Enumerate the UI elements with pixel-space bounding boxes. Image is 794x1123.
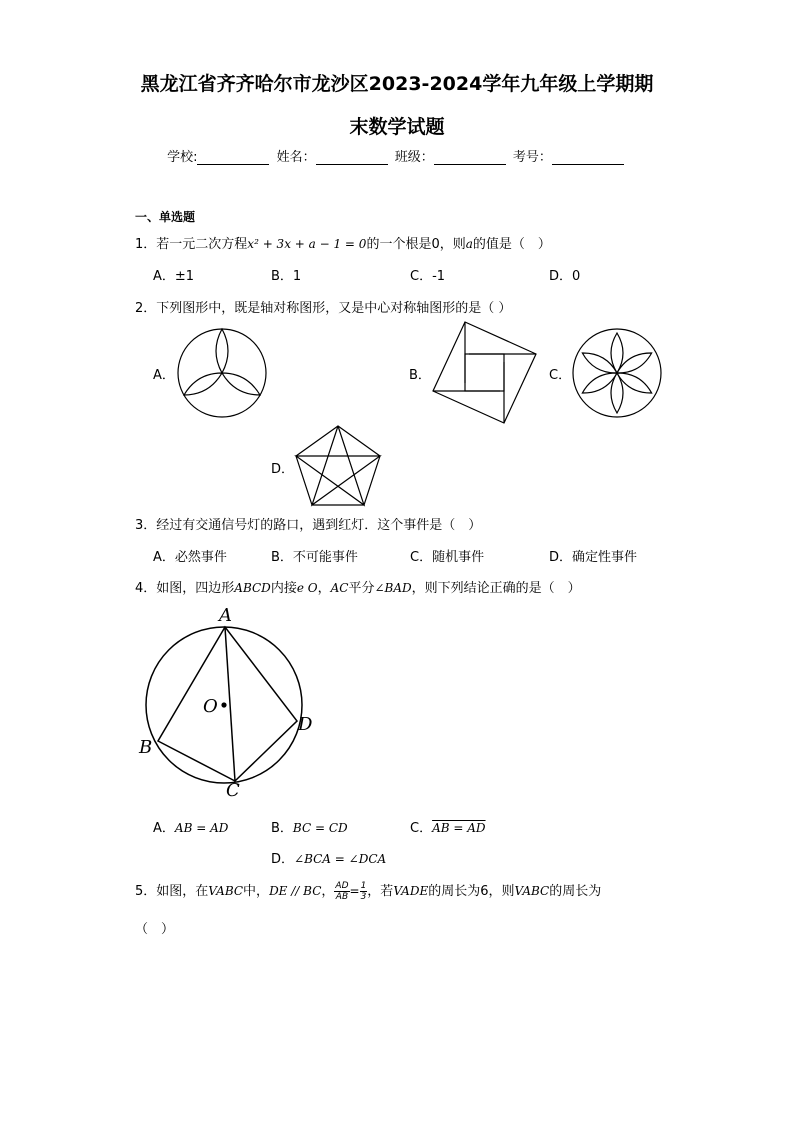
q5-t4: ，若 <box>367 884 394 899</box>
q5-frac-eq: = <box>349 884 360 898</box>
q5-fraction-denominator: AB <box>335 892 349 902</box>
q5-fraction <box>334 881 349 902</box>
question-3: 3．经过有交通信号灯的路口，遇到红灯．这个事件是（ ） <box>135 518 482 533</box>
q4-option-d <box>271 848 386 867</box>
q1-option-b: B．1 <box>271 269 302 284</box>
q5-number: 5． <box>135 884 157 899</box>
q1-prefix: 若一元二次方程 <box>156 237 248 252</box>
q3-option-a: A．必然事件 <box>153 550 227 565</box>
question-1 <box>135 233 551 252</box>
q2-label-a: A． <box>153 368 175 383</box>
q4-option-d-letter: D． <box>271 852 295 867</box>
q4-option-b-math: BC = CD <box>292 821 348 835</box>
q5-m2: DE // BC <box>269 884 322 898</box>
q5-t5: 的周长为6，则 <box>428 884 515 899</box>
q4-option-c <box>410 817 486 836</box>
q4-option-b-letter: B． <box>271 821 293 836</box>
q3-option-d: D．确定性事件 <box>549 550 638 565</box>
name-label: 姓名： <box>276 150 316 165</box>
section-heading: 一、单选题 <box>135 210 196 224</box>
q5-m3: VADE <box>393 884 429 898</box>
q4-option-a-letter: A． <box>153 821 175 836</box>
q4-option-c-letter: C． <box>410 821 433 836</box>
q1-option-d: D．0 <box>549 269 581 284</box>
q2-figure-d-pentagram-pentagon <box>294 424 382 508</box>
q4-m1: ABCD <box>234 581 271 595</box>
q2-figure-c-six-petal-flower <box>572 328 662 418</box>
q1-option-c: C．-1 <box>410 269 446 284</box>
name-blank[interactable] <box>316 152 388 165</box>
q4-label-D: D <box>298 714 313 735</box>
q2-label-c: C． <box>549 368 572 383</box>
q4-t2: 内接 <box>270 581 297 596</box>
q4-option-a-math: AB = AD <box>174 821 229 835</box>
school-blank[interactable] <box>197 152 269 165</box>
q5-m1: VABC <box>208 884 244 898</box>
page-title-line2: 末数学试题 <box>349 116 445 138</box>
question-4 <box>135 577 581 596</box>
q1-number: 1． <box>135 237 157 252</box>
q1-middle: 的一个根是0，则 <box>366 237 466 252</box>
q1-var: a <box>465 237 473 251</box>
q2-label-b: B． <box>409 368 431 383</box>
q3-option-b: B．不可能事件 <box>271 550 358 565</box>
class-blank[interactable] <box>434 152 506 165</box>
q5-t6: 的周长为 <box>549 884 602 899</box>
q2-figure-b-square-pinwheel <box>432 321 537 424</box>
student-info-line <box>0 146 794 165</box>
q5-m4: VABC <box>514 884 550 898</box>
q4-t1: 如图，四边形 <box>156 581 235 596</box>
q5-fraction-numerator: AD <box>335 881 349 891</box>
q4-m4: ∠BAD <box>374 581 412 595</box>
q1-suffix: 的值是（ ） <box>472 237 551 252</box>
q2-figure-a-circle-petals <box>177 328 267 418</box>
q4-t5: ，则下列结论正确的是（ ） <box>411 581 581 596</box>
q5-t1: 如图，在 <box>156 884 209 899</box>
exam-number-blank[interactable] <box>552 152 624 165</box>
q4-t3: ， <box>317 581 331 596</box>
q4-center-point <box>221 702 226 707</box>
q4-option-c-math: AB = AD <box>432 821 486 835</box>
q5-fraction-2-denominator: 3 <box>360 892 367 902</box>
q5-t2: 中， <box>243 884 270 899</box>
q4-label-C: C <box>226 780 240 801</box>
q4-label-A: A <box>219 605 232 626</box>
q4-label-O: O <box>203 696 218 717</box>
question-5 <box>135 880 601 902</box>
q1-option-a: A．±1 <box>153 269 195 284</box>
q4-option-d-math: ∠BCA = ∠DCA <box>294 852 387 866</box>
q3-option-c: C．随机事件 <box>410 550 485 565</box>
q4-t4: 平分 <box>348 581 375 596</box>
q2-label-d: D． <box>271 462 295 477</box>
q4-label-B: B <box>139 737 153 758</box>
school-label: 学校: <box>167 150 198 165</box>
class-label: 班级： <box>394 150 434 165</box>
q4-option-a <box>153 817 228 836</box>
q5-t3: ， <box>321 884 335 899</box>
exam-number-label: 考号： <box>512 150 552 165</box>
q4-figure-inscribed-quadrilateral <box>133 603 333 803</box>
q4-m2: e O <box>296 581 318 595</box>
q4-number: 4． <box>135 581 157 596</box>
q1-equation: x² + 3x + a − 1 = 0 <box>247 237 367 251</box>
q5-answer-parens: （ ） <box>135 922 175 937</box>
q5-fraction-2-numerator: 1 <box>360 881 367 891</box>
page-title: 黑龙江省齐齐哈尔市龙沙区2023-2024学年九年级上学期期 <box>140 73 654 95</box>
q4-m3: AC <box>330 581 349 595</box>
question-2: 2．下列图形中，既是轴对称图形，又是中心对称轴图形的是（ ） <box>135 301 512 316</box>
q4-option-b <box>271 817 348 836</box>
